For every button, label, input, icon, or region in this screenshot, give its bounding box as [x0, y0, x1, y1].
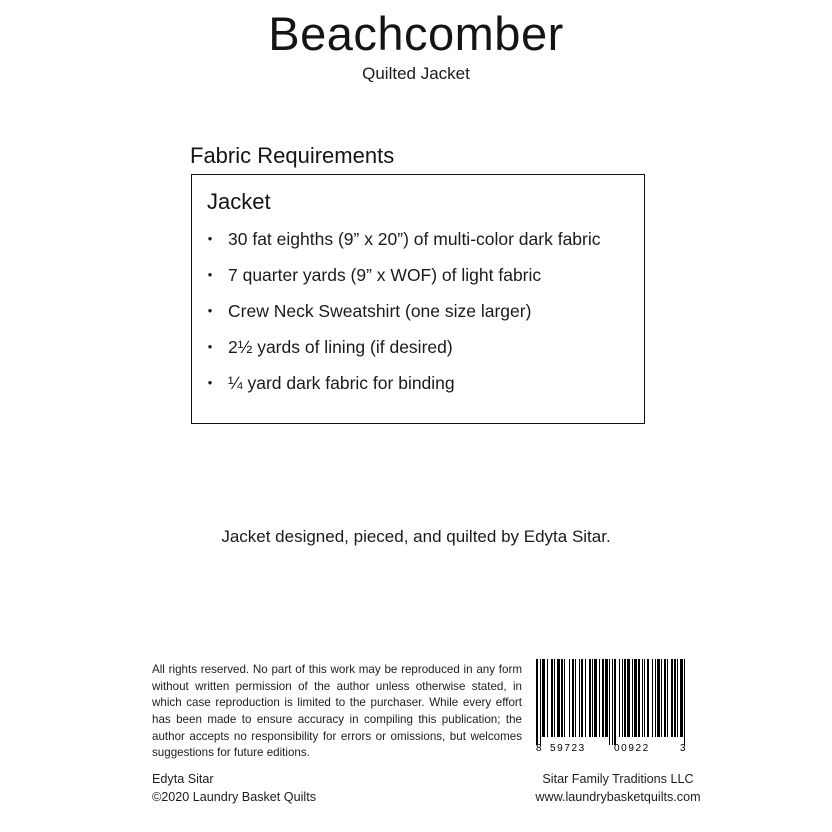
bullet-icon: •	[207, 303, 213, 318]
legal-notice: All rights reserved. No part of this work may be reproduced in any form without written permission of the author unless otherwise stated, in which case reproduction is limited to the purchaser. While every effort has been made to ensure accuracy in compiling this publication; the author accepts no responsibility for errors or omissions, but welcomes suggestions for future editions.	[152, 663, 522, 760]
requirements-list	[192, 229, 644, 394]
title-block	[0, 8, 832, 84]
bullet-icon: •	[207, 375, 213, 390]
bullet-icon: •	[207, 231, 213, 246]
list-item	[192, 301, 644, 322]
list-item	[192, 265, 644, 286]
list-item	[192, 337, 644, 358]
barcode-digits	[536, 745, 690, 759]
list-item-label: 7 quarter yards (9” x WOF) of light fabric	[228, 265, 542, 285]
list-item-label: 2½ yards of lining (if desired)	[228, 337, 453, 357]
list-item	[192, 229, 644, 250]
barcode-check-digit: 3	[680, 743, 686, 754]
list-item-label: ¼ yard dark fabric for binding	[228, 373, 455, 393]
barcode	[536, 659, 690, 761]
footer-right	[518, 770, 718, 807]
barcode-lead-digit: 8	[536, 743, 542, 754]
section-heading-fabric-requirements: Fabric Requirements	[190, 143, 395, 168]
barcode-bars-icon	[536, 659, 690, 745]
requirements-box-title: Jacket	[207, 189, 271, 214]
barcode-group-left: 59723	[550, 743, 586, 754]
list-item-label: 30 fat eighths (9” x 20”) of multi-color dark fabric	[228, 229, 601, 249]
list-item	[192, 373, 644, 394]
bullet-icon: •	[207, 339, 213, 354]
bullet-icon: •	[207, 267, 213, 282]
footer-website: www.laundrybasketquilts.com	[535, 790, 701, 805]
list-item-label: Crew Neck Sweatshirt (one size larger)	[228, 301, 532, 321]
fabric-requirements-box	[191, 174, 645, 424]
designer-credit: Jacket designed, pieced, and quilted by Edyta Sitar.	[221, 527, 611, 546]
barcode-group-right: 00922	[614, 743, 650, 754]
footer-author: Edyta Sitar	[152, 772, 214, 786]
page-title: Beachcomber	[268, 7, 564, 60]
footer-company: Sitar Family Traditions LLC	[542, 772, 694, 786]
footer-left	[152, 770, 316, 807]
footer-copyright: ©2020 Laundry Basket Quilts	[152, 790, 316, 805]
page-subtitle: Quilted Jacket	[362, 63, 470, 83]
